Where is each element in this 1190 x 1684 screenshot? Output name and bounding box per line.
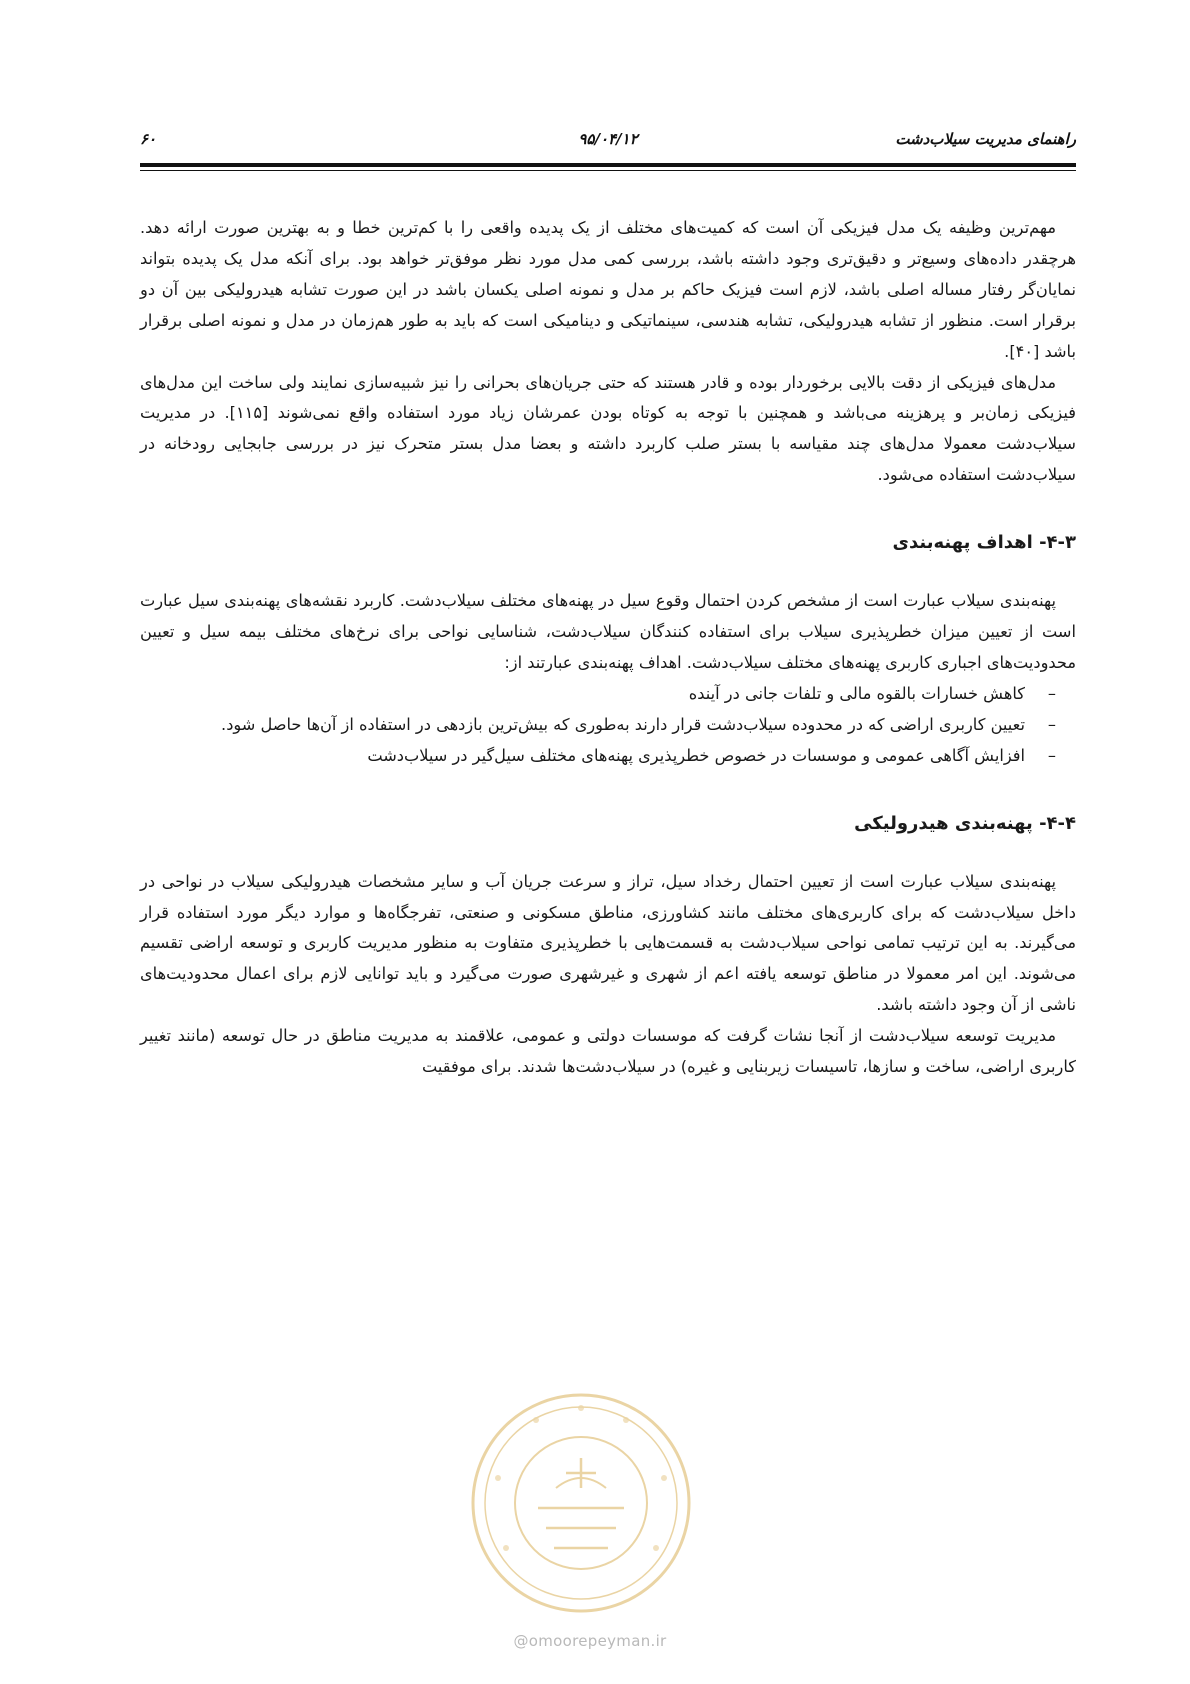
list-item-text: تعیین کاربری اراضی که در محدوده سیلاب‌دشت قرار دارند به‌طوری که بیش‌ترین بازدهی در استفاده از آن‌ها حاصل شود. xyxy=(221,714,1025,734)
list-item xyxy=(140,679,1076,710)
page-header xyxy=(140,128,1076,154)
bullet-dash: – xyxy=(1047,745,1056,765)
section-heading-zoning-goals: ۴-۳- اهداف پهنه‌بندی xyxy=(892,532,1076,554)
bullet-dash: – xyxy=(1047,714,1056,734)
paragraph-hydraulic-zoning: پهنه‌بندی سیلاب عبارت است از تعیین احتمال رخداد سیل، تراز و سرعت جریان آب و سایر مشخصات هیدرولیکی سیلاب در نواحی در داخل سیلاب‌دشت که برای کاربری‌های مختلف مانند کشاورزی، مناطق مسکونی و صنعتی، تفرجگاه‌ها و موارد دیگر مورد استفاده قرار می‌گیرند. به این ترتیب تمامی نواحی سیلاب‌دشت به قسمت‌هایی با خطرپذیری متفاوت به منظور مدیریت کاربری و توسعه اراضی تقسیم می‌شوند. این امر معمولا در مناطق توسعه یافته اعم از شهری و غیرشهری صورت می‌گیرد و باید توانایی لازم برای اعمال محدودیت‌های ناشی از آن وجود داشته باشد. xyxy=(140,871,1076,1015)
paragraph-physical-model: مهم‌ترین وظیفه یک مدل فیزیکی آن است که کمیت‌های مختلف از یک پدیده واقعی را با کم‌ترین خطا و به بهترین صورت ارائه دهد. هرچقدر داده‌های وسیع‌تر و دقیق‌تری وجود داشته باشد، بررسی کمی مدل مورد نظر موفق‌تر خواهد بود. برای آنکه مدل یک پدیده بتواند نمایان‌گر رفتار مساله اصلی باشد، لازم است فیزیک حاکم بر مدل و نمونه اصلی یکسان باشد در این صورت تشابه هیدرولیکی بین آن دو برقرار است. منظور از تشابه هیدرولیکی، تشابه هندسی، سینماتیکی و دینامیکی است که باید به طور هم‌زمان در مدل و نمونه اصلی برقرار باشد [۴۰]. xyxy=(140,218,1076,361)
header-rule-thick xyxy=(140,163,1076,167)
bullet-dash: – xyxy=(1047,683,1056,703)
watermark-text: @omoorepeyman.ir xyxy=(513,1632,667,1650)
header-date: ۹۵/۰۴/۱۲ xyxy=(578,130,638,148)
document-title: راهنمای مدیریت سیلاب‌دشت xyxy=(895,130,1076,148)
list-item xyxy=(140,741,1076,772)
page-number: ۶۰ xyxy=(140,130,157,148)
section-heading-hydraulic-zoning: ۴-۴- پهنه‌بندی هیدرولیکی xyxy=(854,812,1076,834)
list-item-text: افزایش آگاهی عمومی و موسسات در خصوص خطرپذیری پهنه‌های مختلف سیل‌گیر در سیلاب‌دشت xyxy=(367,745,1025,765)
seal-logo-icon xyxy=(466,1388,696,1618)
list-item xyxy=(140,710,1076,741)
zoning-goals-list xyxy=(140,679,1076,772)
header-rule-thin xyxy=(140,170,1076,171)
paragraph-development-management: مدیریت توسعه سیلاب‌دشت از آنجا نشات گرفت که موسسات دولتی و عمومی، علاقمند به مدیریت مناطق در حال توسعه (مانند تغییر کاربری اراضی، ساخت و سازها، تاسیسات زیربنایی و غیره) در سیلاب‌دشت‌ها شدند. برای موفقیت xyxy=(140,1026,1076,1077)
paragraph-zoning-definition: پهنه‌بندی سیلاب عبارت است از مشخص کردن احتمال وقوع سیل در پهنه‌های مختلف سیلاب‌دشت. کاربرد نقشه‌های پهنه‌بندی سیل عبارت است از تعیین میزان خطرپذیری سیلاب برای استفاده کنندگان سیلاب‌دشت، شناسایی نواحی برای نرخ‌های مختلف بیمه سیل و تعیین محدودیت‌های اجباری کاربری پهنه‌های مختلف سیلاب‌دشت. اهداف پهنه‌بندی عبارتند از: xyxy=(140,591,1076,672)
list-item-text: کاهش خسارات بالقوه مالی و تلفات جانی در آینده xyxy=(688,683,1025,703)
paragraph-physical-model-accuracy: مدل‌های فیزیکی از دقت بالایی برخوردار بوده و قادر هستند که حتی جریان‌های بحرانی را نیز شبیه‌سازی نمایند ولی ساخت این مدل‌های فیزیکی زمان‌بر و پرهزینه می‌باشد و همچنین با توجه به کوتاه بودن عمرشان زیاد مورد استفاده واقع نمی‌شوند [۱۱۵]. در مدیریت سیلاب‌دشت معمولا مدل‌های چند مقیاسه با بستر صلب کاربرد داشته و بعضا مدل بستر متحرک نیز در بررسی جابجایی رودخانه در سیلاب‌دشت استفاده می‌شود. xyxy=(140,372,1076,485)
page-body xyxy=(140,213,1076,1083)
